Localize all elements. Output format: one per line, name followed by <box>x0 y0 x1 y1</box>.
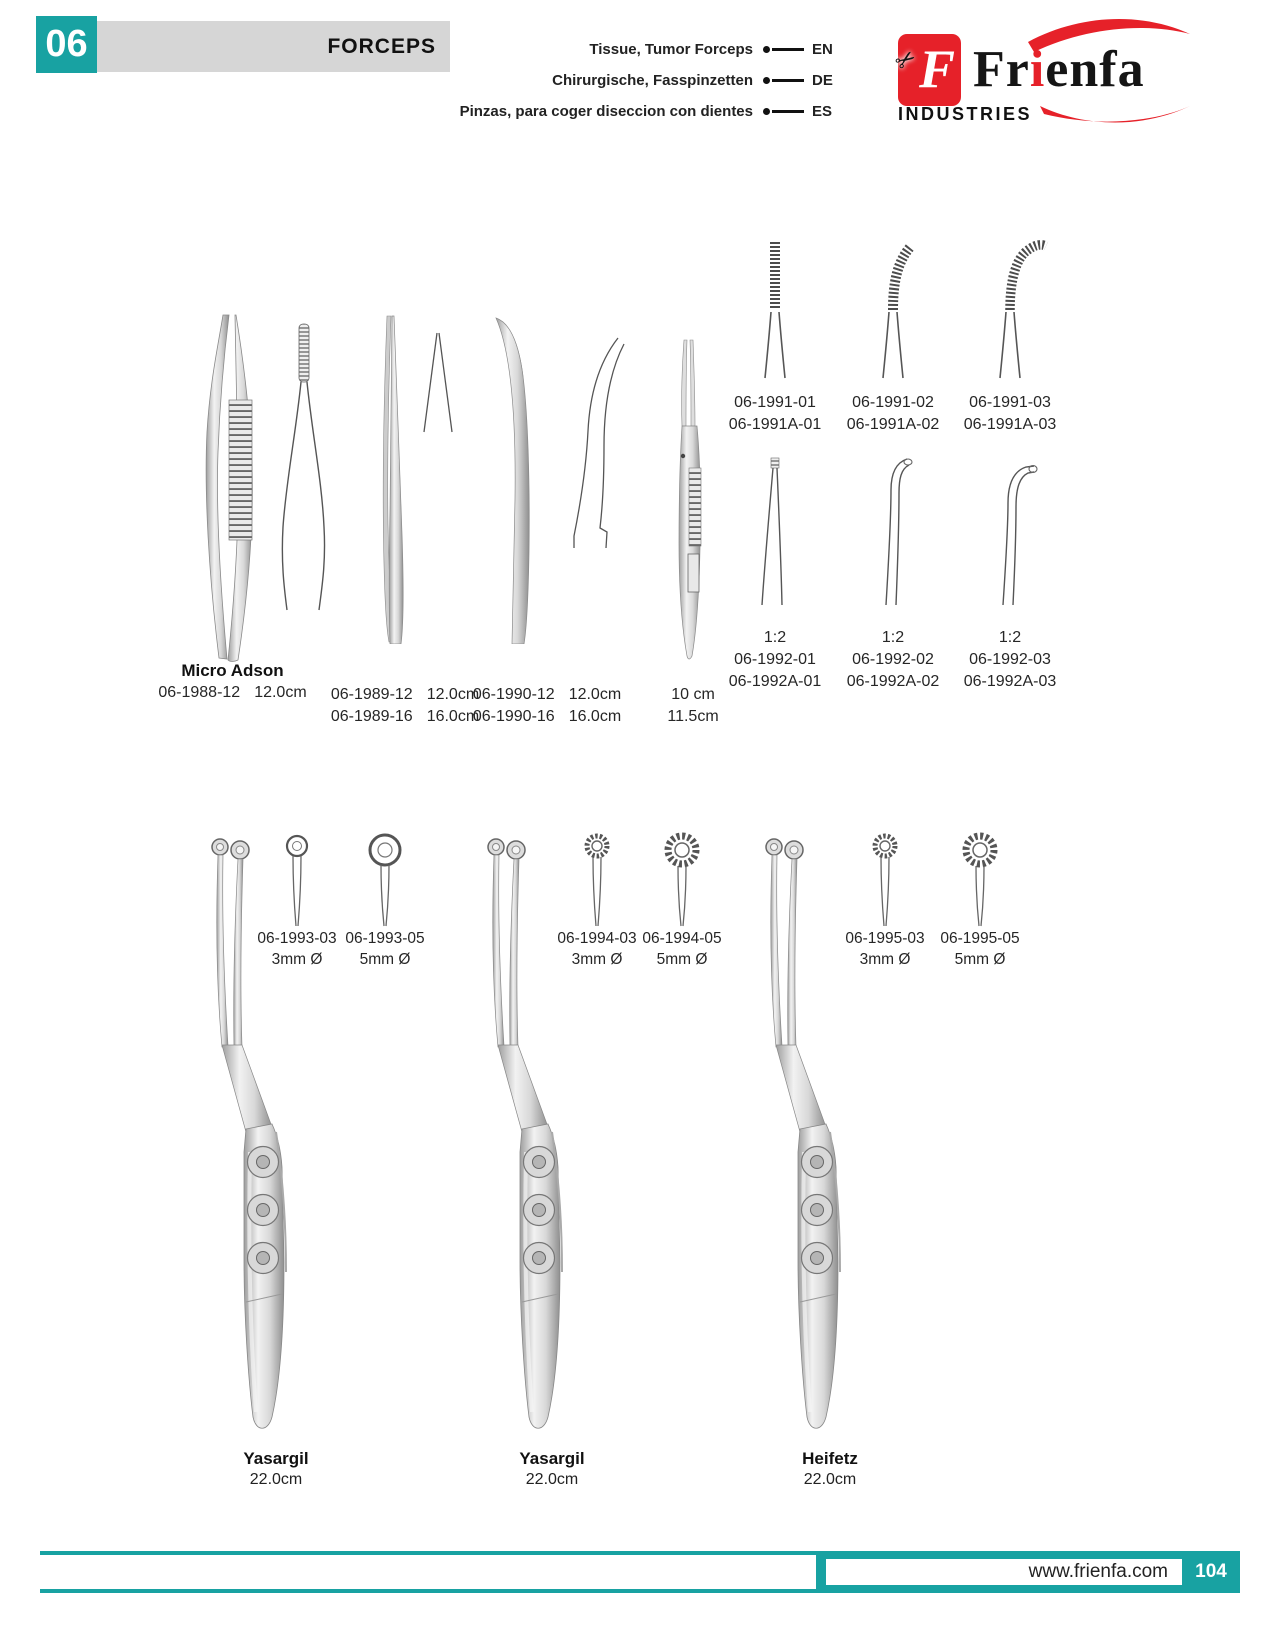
product-code: 06-1991-03 <box>969 394 1051 411</box>
bullet-line-icon <box>763 46 804 53</box>
page-title: FORCEPS <box>327 34 436 58</box>
micro-adson-forceps-image <box>192 312 276 664</box>
product-size: 22.0cm <box>525 1471 579 1488</box>
footer-right-block <box>816 1551 1240 1593</box>
section-number-badge: 06 <box>36 16 97 73</box>
product-label-1990 <box>472 684 622 728</box>
curved-forceps-1990-image <box>484 314 554 644</box>
thin-tip-curved-image <box>853 455 933 610</box>
product-code: 06-1992A-02 <box>846 673 940 690</box>
tip-label-1995-05 <box>925 928 1035 970</box>
scale-ratio: 1:2 <box>881 629 905 646</box>
logo-monogram: F <box>918 39 955 99</box>
product-code: 06-1992A-03 <box>963 673 1057 690</box>
product-code-row <box>150 682 315 704</box>
product-size: 16.0cm <box>426 708 480 725</box>
lang-code-en: EN <box>812 40 833 58</box>
tip-label-1995-03 <box>830 928 940 970</box>
product-label-1991-01 <box>710 392 840 436</box>
product-code: 06-1991-02 <box>852 394 934 411</box>
tip-diameter: 3mm Ø <box>571 951 623 968</box>
product-code: 06-1991A-03 <box>963 416 1057 433</box>
ring-tip-3mm-image <box>275 830 319 930</box>
title-de: Chirurgische, Fasspinzetten <box>552 71 753 89</box>
product-size: 10 cm <box>671 686 715 703</box>
product-code: 06-1989-16 <box>330 708 413 725</box>
product-code: 06-1988-12 <box>158 684 241 701</box>
product-size: 12.0cm <box>426 686 480 703</box>
bullet-line-icon <box>763 108 804 115</box>
product-code: 06-1995-03 <box>845 930 925 947</box>
tip-label-1994-05 <box>627 928 737 970</box>
product-name: Yasargil <box>243 1449 309 1468</box>
product-code-row <box>330 706 480 728</box>
product-label-1991-03 <box>945 392 1075 436</box>
product-label-micro-adson <box>150 660 315 704</box>
product-code: 06-1993-05 <box>345 930 425 947</box>
product-code-row <box>330 684 480 706</box>
product-code: 06-1992-02 <box>852 651 934 668</box>
thin-tip-straight-image <box>735 455 815 610</box>
product-code-row <box>472 684 622 706</box>
serrated-ring-tip-3mm-image <box>575 830 619 930</box>
product-code: 06-1992A-01 <box>728 673 822 690</box>
product-code: 06-1991A-01 <box>728 416 822 433</box>
product-label-1992-02 <box>828 627 958 693</box>
curved-tip-detail-image <box>560 336 648 551</box>
language-row-es <box>400 98 838 124</box>
product-code: 06-1990-12 <box>472 686 555 703</box>
serrated-ring-tip-5mm-image <box>654 830 710 930</box>
product-code: 06-1995-05 <box>940 930 1020 947</box>
language-row-de <box>400 67 838 93</box>
language-row-en <box>400 36 838 62</box>
brand-name: Frienfa <box>973 41 1145 98</box>
thin-tip-angled-image <box>970 455 1050 610</box>
serrated-tip-curved-image <box>853 238 933 383</box>
product-size: 16.0cm <box>568 708 622 725</box>
product-size: 22.0cm <box>249 1471 303 1488</box>
bullet-line-icon <box>763 77 804 84</box>
straight-forceps-1989-image <box>356 314 420 644</box>
title-es: Pinzas, para coger diseccion con dientes <box>459 102 753 120</box>
product-label-1992-03 <box>945 627 1075 693</box>
product-name: Heifetz <box>802 1449 858 1468</box>
product-code: 06-1993-03 <box>257 930 337 947</box>
tip-diameter: 3mm Ø <box>271 951 323 968</box>
tip-diameter: 5mm Ø <box>656 951 708 968</box>
product-size: 12.0cm <box>568 686 622 703</box>
product-name: Yasargil <box>519 1449 585 1468</box>
product-label-1991-02 <box>828 392 958 436</box>
tip-label-1993-05 <box>330 928 440 970</box>
footer-bar <box>40 1551 1240 1593</box>
product-code-row <box>472 706 622 728</box>
lang-code-de: DE <box>812 71 833 89</box>
product-size: 12.0cm <box>254 684 307 701</box>
heifetz-forceps-image <box>752 832 872 1436</box>
product-code: 06-1991-01 <box>734 394 816 411</box>
adson-tip-detail-image <box>276 322 332 614</box>
tip-diameter: 5mm Ø <box>359 951 411 968</box>
serrated-ring-tip-5mm-image <box>952 830 1008 930</box>
product-code: 06-1994-05 <box>642 930 722 947</box>
scissors-icon: ✂ <box>890 43 923 78</box>
serrated-tip-angled-image <box>970 238 1050 383</box>
product-label-heifetz <box>760 1448 900 1490</box>
product-code: 06-1994-03 <box>557 930 637 947</box>
scale-ratio: 1:2 <box>998 629 1022 646</box>
tip-diameter: 5mm Ø <box>954 951 1006 968</box>
product-label-1992-01 <box>710 627 840 693</box>
tip-diameter: 3mm Ø <box>859 951 911 968</box>
footer-rule <box>40 1551 816 1593</box>
product-code: 06-1992-03 <box>969 651 1051 668</box>
product-label-1989 <box>330 684 480 728</box>
product-label-yasargil-1 <box>206 1448 346 1490</box>
scale-ratio: 1:2 <box>763 629 787 646</box>
website-url: www.frienfa.com <box>826 1559 1182 1585</box>
product-code: 06-1992-01 <box>734 651 816 668</box>
product-label-yasargil-2 <box>482 1448 622 1490</box>
page-number: 104 <box>1195 1561 1227 1582</box>
serrated-ring-tip-3mm-image <box>863 830 907 930</box>
section-title-bar <box>97 21 450 72</box>
lang-code-es: ES <box>812 102 833 120</box>
product-code: 06-1991A-02 <box>846 416 940 433</box>
splinter-forceps-image <box>664 338 716 660</box>
ring-tip-5mm-image <box>357 830 413 930</box>
language-title-block <box>400 36 838 129</box>
product-name: Micro Adson <box>181 661 284 680</box>
brand-logo <box>880 18 1192 130</box>
product-size: 22.0cm <box>803 1471 857 1488</box>
straight-tip-detail-image <box>420 330 456 435</box>
product-code: 06-1990-16 <box>472 708 555 725</box>
brand-subtitle: INDUSTRIES <box>898 104 1033 124</box>
product-code: 06-1989-12 <box>330 686 413 703</box>
title-en: Tissue, Tumor Forceps <box>589 40 753 58</box>
product-size: 11.5cm <box>667 708 719 725</box>
serrated-tip-straight-image <box>735 238 815 383</box>
